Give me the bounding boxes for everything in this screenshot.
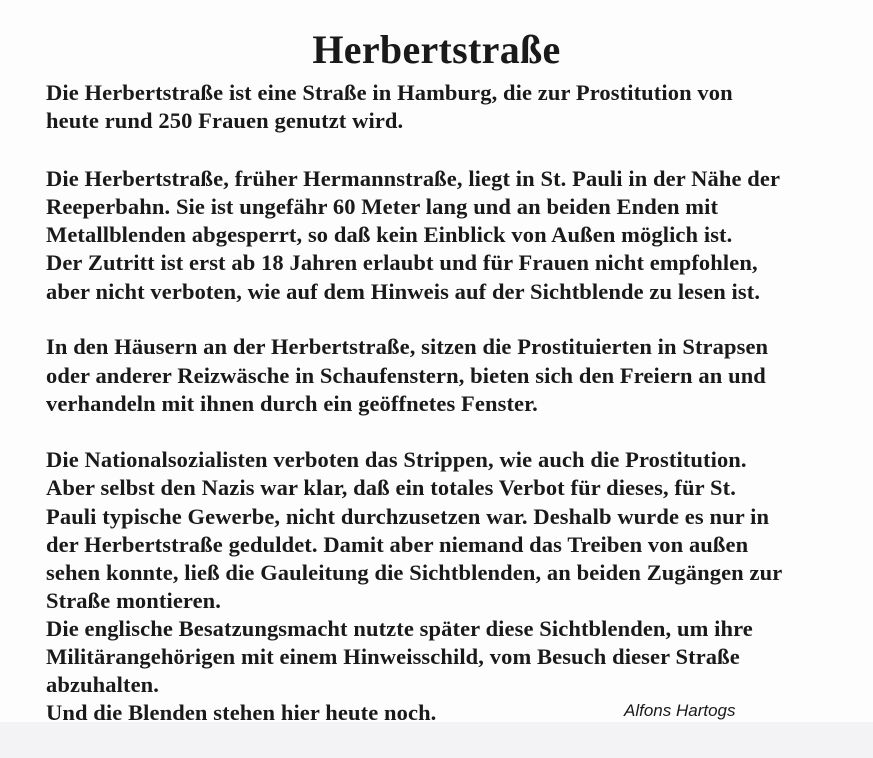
text-line: oder anderer Reizwäsche in Schaufenstern, bieten sich den Freiern an und [46, 363, 766, 388]
text-line: Straße montieren. [46, 588, 222, 613]
text-line: abzuhalten. [46, 672, 159, 697]
text-line: Die Nationalsozialisten verboten das Strippen, wie auch die Prostitution. [46, 447, 747, 472]
document-title: Herbertstraße [312, 27, 561, 72]
text-line: Die Herbertstraße ist eine Straße in Hamburg, die zur Prostitution von [46, 80, 733, 105]
text-line: sehen konnte, ließ die Gauleitung die Sichtblenden, an beiden Zugängen zur [46, 560, 783, 585]
text-line: verhandeln mit ihnen durch ein geöffnetes Fenster. [46, 391, 538, 416]
text-line: Die englische Besatzungsmacht nutzte später diese Sichtblenden, um ihre [46, 616, 753, 641]
text-line: Der Zutritt ist erst ab 18 Jahren erlaubt und für Frauen nicht empfohlen, [46, 250, 758, 275]
author-signature: Alfons Hartogs [624, 701, 736, 720]
text-line: Metallblenden abgesperrt, so daß kein Einblick von Außen möglich ist. [46, 222, 733, 247]
text-line: In den Häusern an der Herbertstraße, sitzen die Prostituierten in Strapsen [46, 334, 769, 359]
text-line: aber nicht verboten, wie auf dem Hinweis auf der Sichtblende zu lesen ist. [46, 279, 761, 304]
text-line: Aber selbst den Nazis war klar, daß ein totales Verbot für dieses, für St. [46, 475, 736, 500]
text-line: Die Herbertstraße, früher Hermannstraße, liegt in St. Pauli in der Nähe der [46, 166, 781, 191]
text-line: Reeperbahn. Sie ist ungefähr 60 Meter lang und an beiden Enden mit [46, 194, 719, 219]
text-line: Pauli typische Gewerbe, nicht durchzusetzen war. Deshalb wurde es nur in [46, 504, 770, 529]
text-line: Militärangehörigen mit einem Hinweisschild, vom Besuch dieser Straße [46, 644, 740, 669]
text-line: heute rund 250 Frauen genutzt wird. [46, 108, 404, 133]
text-line: der Herbertstraße geduldet. Damit aber niemand das Treiben von außen [46, 532, 749, 557]
text-line: Und die Blenden stehen hier heute noch. [46, 700, 437, 725]
